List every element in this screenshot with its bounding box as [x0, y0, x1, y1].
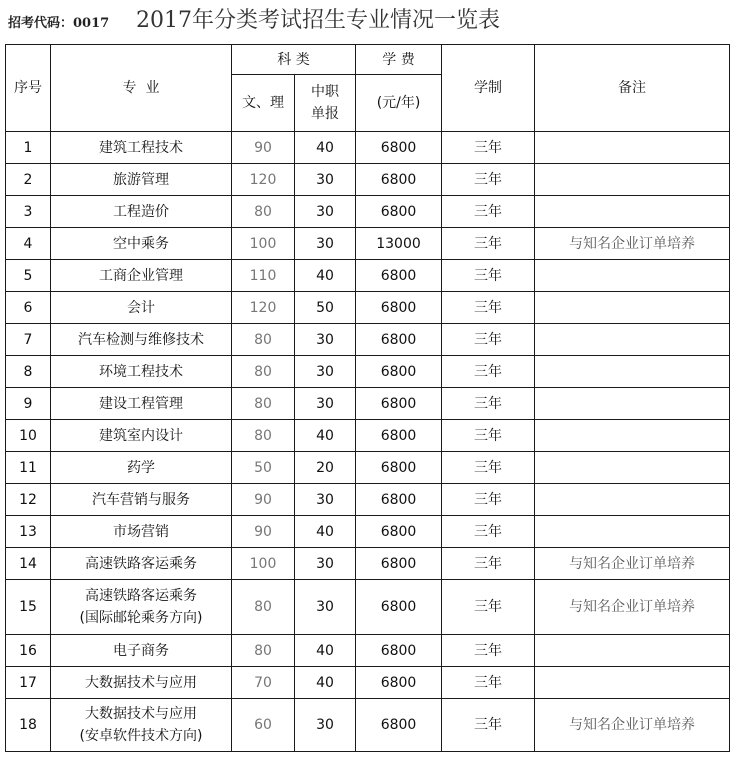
major-cell: [51, 420, 232, 452]
col-tuition-unit-header: (元/年): [356, 75, 442, 132]
header-row-1: [6, 45, 730, 75]
col-duration-header: 学制: [442, 45, 535, 132]
duration-cell: 三年: [442, 356, 535, 388]
table-row: [6, 516, 730, 548]
duration-cell: 三年: [442, 228, 535, 260]
major-line: 大数据技术与应用: [85, 674, 197, 691]
no-cell: 13: [6, 516, 51, 548]
table-row: [6, 228, 730, 260]
tuition-cell: 6800: [356, 356, 442, 388]
arts-score-cell: 100: [232, 228, 295, 260]
tuition-cell: 6800: [356, 292, 442, 324]
page-header: [0, 0, 734, 44]
arts-score-cell: 80: [232, 324, 295, 356]
table-row: [6, 132, 730, 164]
no-cell: 7: [6, 324, 51, 356]
major-cell: [51, 324, 232, 356]
remark-cell: [535, 516, 730, 548]
remark-cell: [535, 356, 730, 388]
major-line: 环境工程技术: [99, 363, 183, 380]
table-body: [6, 132, 730, 752]
tuition-cell: 6800: [356, 635, 442, 667]
duration-cell: 三年: [442, 420, 535, 452]
duration-cell: 三年: [442, 580, 535, 635]
major-line: (国际邮轮乘务方向): [79, 610, 203, 626]
remark-cell: [535, 164, 730, 196]
major-line: 会计: [127, 299, 155, 316]
major-cell: [51, 388, 232, 420]
vocational-score-cell: 30: [295, 228, 356, 260]
col-vocational-header: 中职 单报: [295, 75, 356, 132]
major-cell: [51, 164, 232, 196]
vocational-score-cell: 50: [295, 292, 356, 324]
vocational-score-cell: 30: [295, 580, 356, 635]
no-cell: 11: [6, 452, 51, 484]
vocational-score-cell: 40: [295, 667, 356, 699]
remark-cell: [535, 667, 730, 699]
col-subject-group-header: 科 类: [232, 45, 356, 75]
vocational-score-cell: 40: [295, 260, 356, 292]
tuition-cell: 6800: [356, 260, 442, 292]
duration-cell: 三年: [442, 196, 535, 228]
table-row: [6, 292, 730, 324]
major-cell: [51, 228, 232, 260]
no-cell: 12: [6, 484, 51, 516]
arts-score-cell: 90: [232, 484, 295, 516]
major-line: 高速铁路客运乘务: [85, 555, 197, 572]
major-line: 市场营销: [113, 523, 169, 540]
table-row: [6, 699, 730, 752]
remark-cell: [535, 260, 730, 292]
major-cell: [51, 452, 232, 484]
no-cell: 10: [6, 420, 51, 452]
major-cell: [51, 699, 232, 752]
remark-cell: [535, 635, 730, 667]
no-cell: 18: [6, 699, 51, 752]
tuition-cell: 6800: [356, 452, 442, 484]
vocational-score-cell: 40: [295, 635, 356, 667]
remark-cell: [535, 196, 730, 228]
major-line: 建设工程管理: [99, 395, 183, 412]
major-line: 工商企业管理: [99, 267, 183, 284]
major-cell: [51, 484, 232, 516]
vocational-score-cell: 30: [295, 699, 356, 752]
remark-cell: 与知名企业订单培养: [535, 699, 730, 752]
vocational-score-cell: 40: [295, 420, 356, 452]
no-cell: 17: [6, 667, 51, 699]
table-row: [6, 420, 730, 452]
arts-score-cell: 80: [232, 635, 295, 667]
arts-score-cell: 90: [232, 516, 295, 548]
no-cell: 16: [6, 635, 51, 667]
tuition-cell: 6800: [356, 164, 442, 196]
major-line: 建筑室内设计: [99, 427, 183, 444]
remark-cell: [535, 452, 730, 484]
arts-score-cell: 70: [232, 667, 295, 699]
no-cell: 1: [6, 132, 51, 164]
tuition-cell: 6800: [356, 516, 442, 548]
remark-cell: [535, 484, 730, 516]
table-row: [6, 324, 730, 356]
duration-cell: 三年: [442, 164, 535, 196]
remark-cell: [535, 292, 730, 324]
vocational-score-cell: 30: [295, 356, 356, 388]
no-cell: 14: [6, 548, 51, 580]
major-cell: [51, 580, 232, 635]
tuition-cell: 6800: [356, 667, 442, 699]
major-line: 汽车营销与服务: [92, 491, 190, 508]
vocational-score-cell: 30: [295, 324, 356, 356]
duration-cell: 三年: [442, 484, 535, 516]
remark-cell: [535, 388, 730, 420]
majors-table: [5, 44, 730, 752]
no-cell: 8: [6, 356, 51, 388]
vocational-score-cell: 20: [295, 452, 356, 484]
arts-score-cell: 110: [232, 260, 295, 292]
major-cell: [51, 292, 232, 324]
vocational-score-cell: 40: [295, 516, 356, 548]
arts-score-cell: 120: [232, 164, 295, 196]
vocational-score-cell: 30: [295, 548, 356, 580]
duration-cell: 三年: [442, 388, 535, 420]
tuition-cell: 6800: [356, 548, 442, 580]
major-cell: [51, 548, 232, 580]
major-cell: [51, 667, 232, 699]
remark-cell: [535, 324, 730, 356]
tuition-cell: 6800: [356, 388, 442, 420]
no-cell: 6: [6, 292, 51, 324]
no-cell: 4: [6, 228, 51, 260]
table-row: [6, 164, 730, 196]
duration-cell: 三年: [442, 292, 535, 324]
no-cell: 9: [6, 388, 51, 420]
vocational-score-cell: 30: [295, 388, 356, 420]
no-cell: 2: [6, 164, 51, 196]
col-tuition-header: 学 费: [356, 45, 442, 75]
arts-score-cell: 100: [232, 548, 295, 580]
major-cell: [51, 196, 232, 228]
tuition-cell: 6800: [356, 132, 442, 164]
duration-cell: 三年: [442, 635, 535, 667]
major-line: 高速铁路客运乘务: [85, 588, 197, 604]
major-line: (安卓软件技术方向): [79, 728, 203, 744]
vocational-score-cell: 40: [295, 132, 356, 164]
major-line: 大数据技术与应用: [85, 706, 197, 722]
no-cell: 15: [6, 580, 51, 635]
table-row: [6, 580, 730, 635]
tuition-cell: 6800: [356, 196, 442, 228]
major-cell: [51, 260, 232, 292]
major-cell: [51, 516, 232, 548]
tuition-cell: 13000: [356, 228, 442, 260]
major-cell: [51, 356, 232, 388]
page-title: 2017年分类考试招生专业情况一览表: [136, 8, 500, 33]
arts-score-cell: 80: [232, 420, 295, 452]
arts-score-cell: 80: [232, 356, 295, 388]
duration-cell: 三年: [442, 452, 535, 484]
arts-score-cell: 60: [232, 699, 295, 752]
major-cell: [51, 635, 232, 667]
table-row: [6, 635, 730, 667]
major-line: 旅游管理: [113, 171, 169, 188]
major-line: 空中乘务: [113, 235, 169, 252]
remark-cell: 与知名企业订单培养: [535, 548, 730, 580]
major-line: 工程造价: [113, 203, 169, 220]
tuition-cell: 6800: [356, 420, 442, 452]
table-row: [6, 484, 730, 516]
table-row: [6, 260, 730, 292]
duration-cell: 三年: [442, 548, 535, 580]
arts-score-cell: 50: [232, 452, 295, 484]
duration-cell: 三年: [442, 132, 535, 164]
table-row: [6, 548, 730, 580]
remark-cell: 与知名企业订单培养: [535, 228, 730, 260]
remark-cell: [535, 420, 730, 452]
col-major-header: 专 业: [51, 45, 232, 132]
remark-cell: [535, 132, 730, 164]
arts-score-cell: 90: [232, 132, 295, 164]
major-line: 建筑工程技术: [99, 139, 183, 156]
tuition-cell: 6800: [356, 324, 442, 356]
duration-cell: 三年: [442, 667, 535, 699]
vocational-score-cell: 30: [295, 196, 356, 228]
table-row: [6, 356, 730, 388]
arts-score-cell: 120: [232, 292, 295, 324]
tuition-cell: 6800: [356, 484, 442, 516]
major-cell: [51, 132, 232, 164]
col-remark-header: 备注: [535, 45, 730, 132]
duration-cell: 三年: [442, 516, 535, 548]
duration-cell: 三年: [442, 699, 535, 752]
exam-code-label: 招考代码：0017: [8, 16, 110, 31]
vocational-score-cell: 30: [295, 164, 356, 196]
tuition-cell: 6800: [356, 580, 442, 635]
duration-cell: 三年: [442, 260, 535, 292]
col-arts-science-header: 文、理: [232, 75, 295, 132]
col-index-header: 序号: [6, 45, 51, 132]
table-row: [6, 667, 730, 699]
no-cell: 5: [6, 260, 51, 292]
remark-cell: 与知名企业订单培养: [535, 580, 730, 635]
table-row: [6, 452, 730, 484]
no-cell: 3: [6, 196, 51, 228]
major-line: 药学: [127, 459, 155, 476]
arts-score-cell: 80: [232, 388, 295, 420]
tuition-cell: 6800: [356, 699, 442, 752]
major-line: 汽车检测与维修技术: [78, 331, 204, 348]
table-row: [6, 196, 730, 228]
major-line: 电子商务: [113, 642, 169, 659]
arts-score-cell: 80: [232, 196, 295, 228]
vocational-score-cell: 30: [295, 484, 356, 516]
duration-cell: 三年: [442, 324, 535, 356]
arts-score-cell: 80: [232, 580, 295, 635]
table-row: [6, 388, 730, 420]
